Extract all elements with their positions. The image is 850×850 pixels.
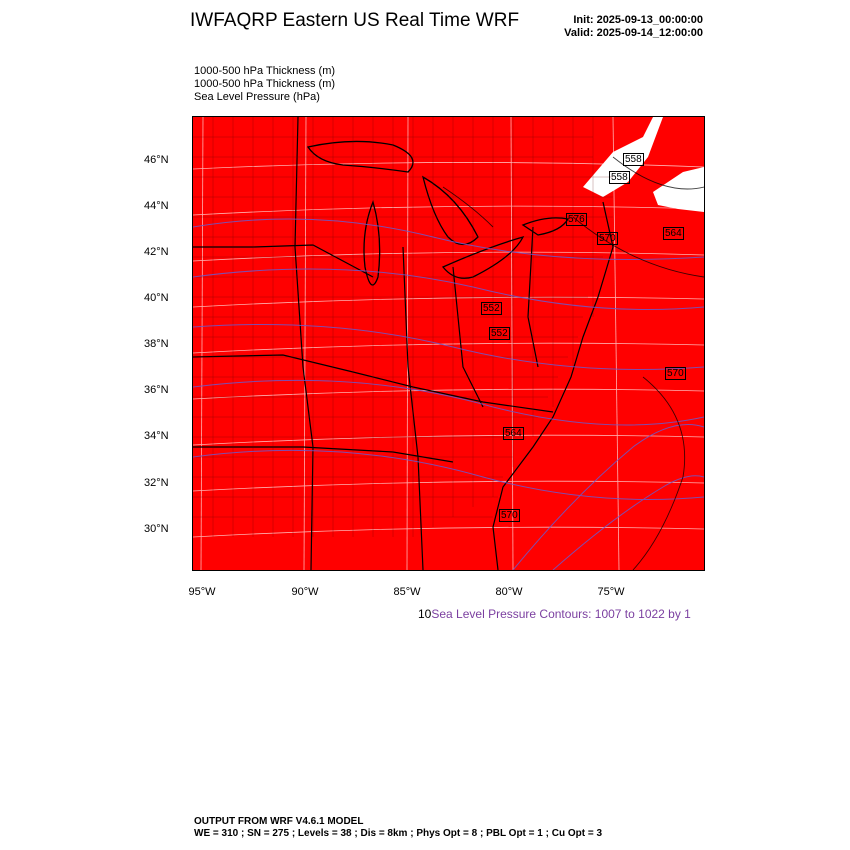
thickness-contour-label: 564	[505, 428, 522, 439]
thickness-contour-label: 570	[667, 368, 684, 379]
latitude-tick-label: 34°N	[144, 430, 169, 442]
latitude-tick-label: 36°N	[144, 384, 169, 396]
latitude-tick-label: 30°N	[144, 523, 169, 535]
field-label-thickness-2: 1000-500 hPa Thickness (m)	[194, 78, 336, 90]
valid-time: Valid: 2025-09-14_12:00:00	[564, 27, 703, 39]
latitude-tick-label: 32°N	[144, 477, 169, 489]
contour-info-clipped: 10	[418, 607, 432, 621]
latitude-tick-label: 40°N	[144, 292, 169, 304]
plot-title: IWFAQRP Eastern US Real Time WRF	[190, 10, 520, 31]
thickness-contour-label: 570	[501, 510, 518, 521]
thickness-contour-label: 558	[611, 172, 628, 183]
latitude-tick-label: 44°N	[144, 200, 169, 212]
thickness-contour-label: 552	[491, 328, 508, 339]
longitude-tick-label: 90°W	[291, 586, 319, 598]
model-info: OUTPUT FROM WRF V4.6.1 MODEL	[194, 816, 364, 827]
thickness-contour-label: 558	[625, 154, 642, 165]
graticule	[193, 117, 704, 570]
latitude-tick-label: 42°N	[144, 246, 169, 258]
unfilled-region-east	[653, 167, 704, 212]
field-label-slp: Sea Level Pressure (hPa)	[194, 91, 320, 103]
county-borders	[193, 117, 613, 537]
thickness-contour-label: 570	[599, 233, 616, 244]
map-panel	[192, 116, 705, 571]
model-config: WE = 310 ; SN = 275 ; Levels = 38 ; Dis = 8km ; Phys Opt = 8 ; PBL Opt = 1 ; Cu Opt = 3	[194, 828, 603, 839]
thickness-contour-label: 564	[665, 228, 682, 239]
contour-info-text: Sea Level Pressure Contours: 1007 to 1022 by 1	[431, 607, 691, 621]
latitude-tick-label: 46°N	[144, 154, 169, 166]
thickness-contour-label: 552	[483, 303, 500, 314]
thickness-contour-label: 576	[568, 214, 585, 225]
map-graphics	[193, 117, 704, 570]
init-time: Init: 2025-09-13_00:00:00	[573, 14, 703, 26]
field-label-thickness-1: 1000-500 hPa Thickness (m)	[194, 65, 336, 77]
contour-info	[418, 607, 691, 621]
longitude-tick-label: 95°W	[188, 586, 216, 598]
longitude-tick-label: 80°W	[495, 586, 523, 598]
latitude-tick-label: 38°N	[144, 338, 169, 350]
longitude-tick-label: 85°W	[393, 586, 421, 598]
longitude-tick-label: 75°W	[597, 586, 625, 598]
